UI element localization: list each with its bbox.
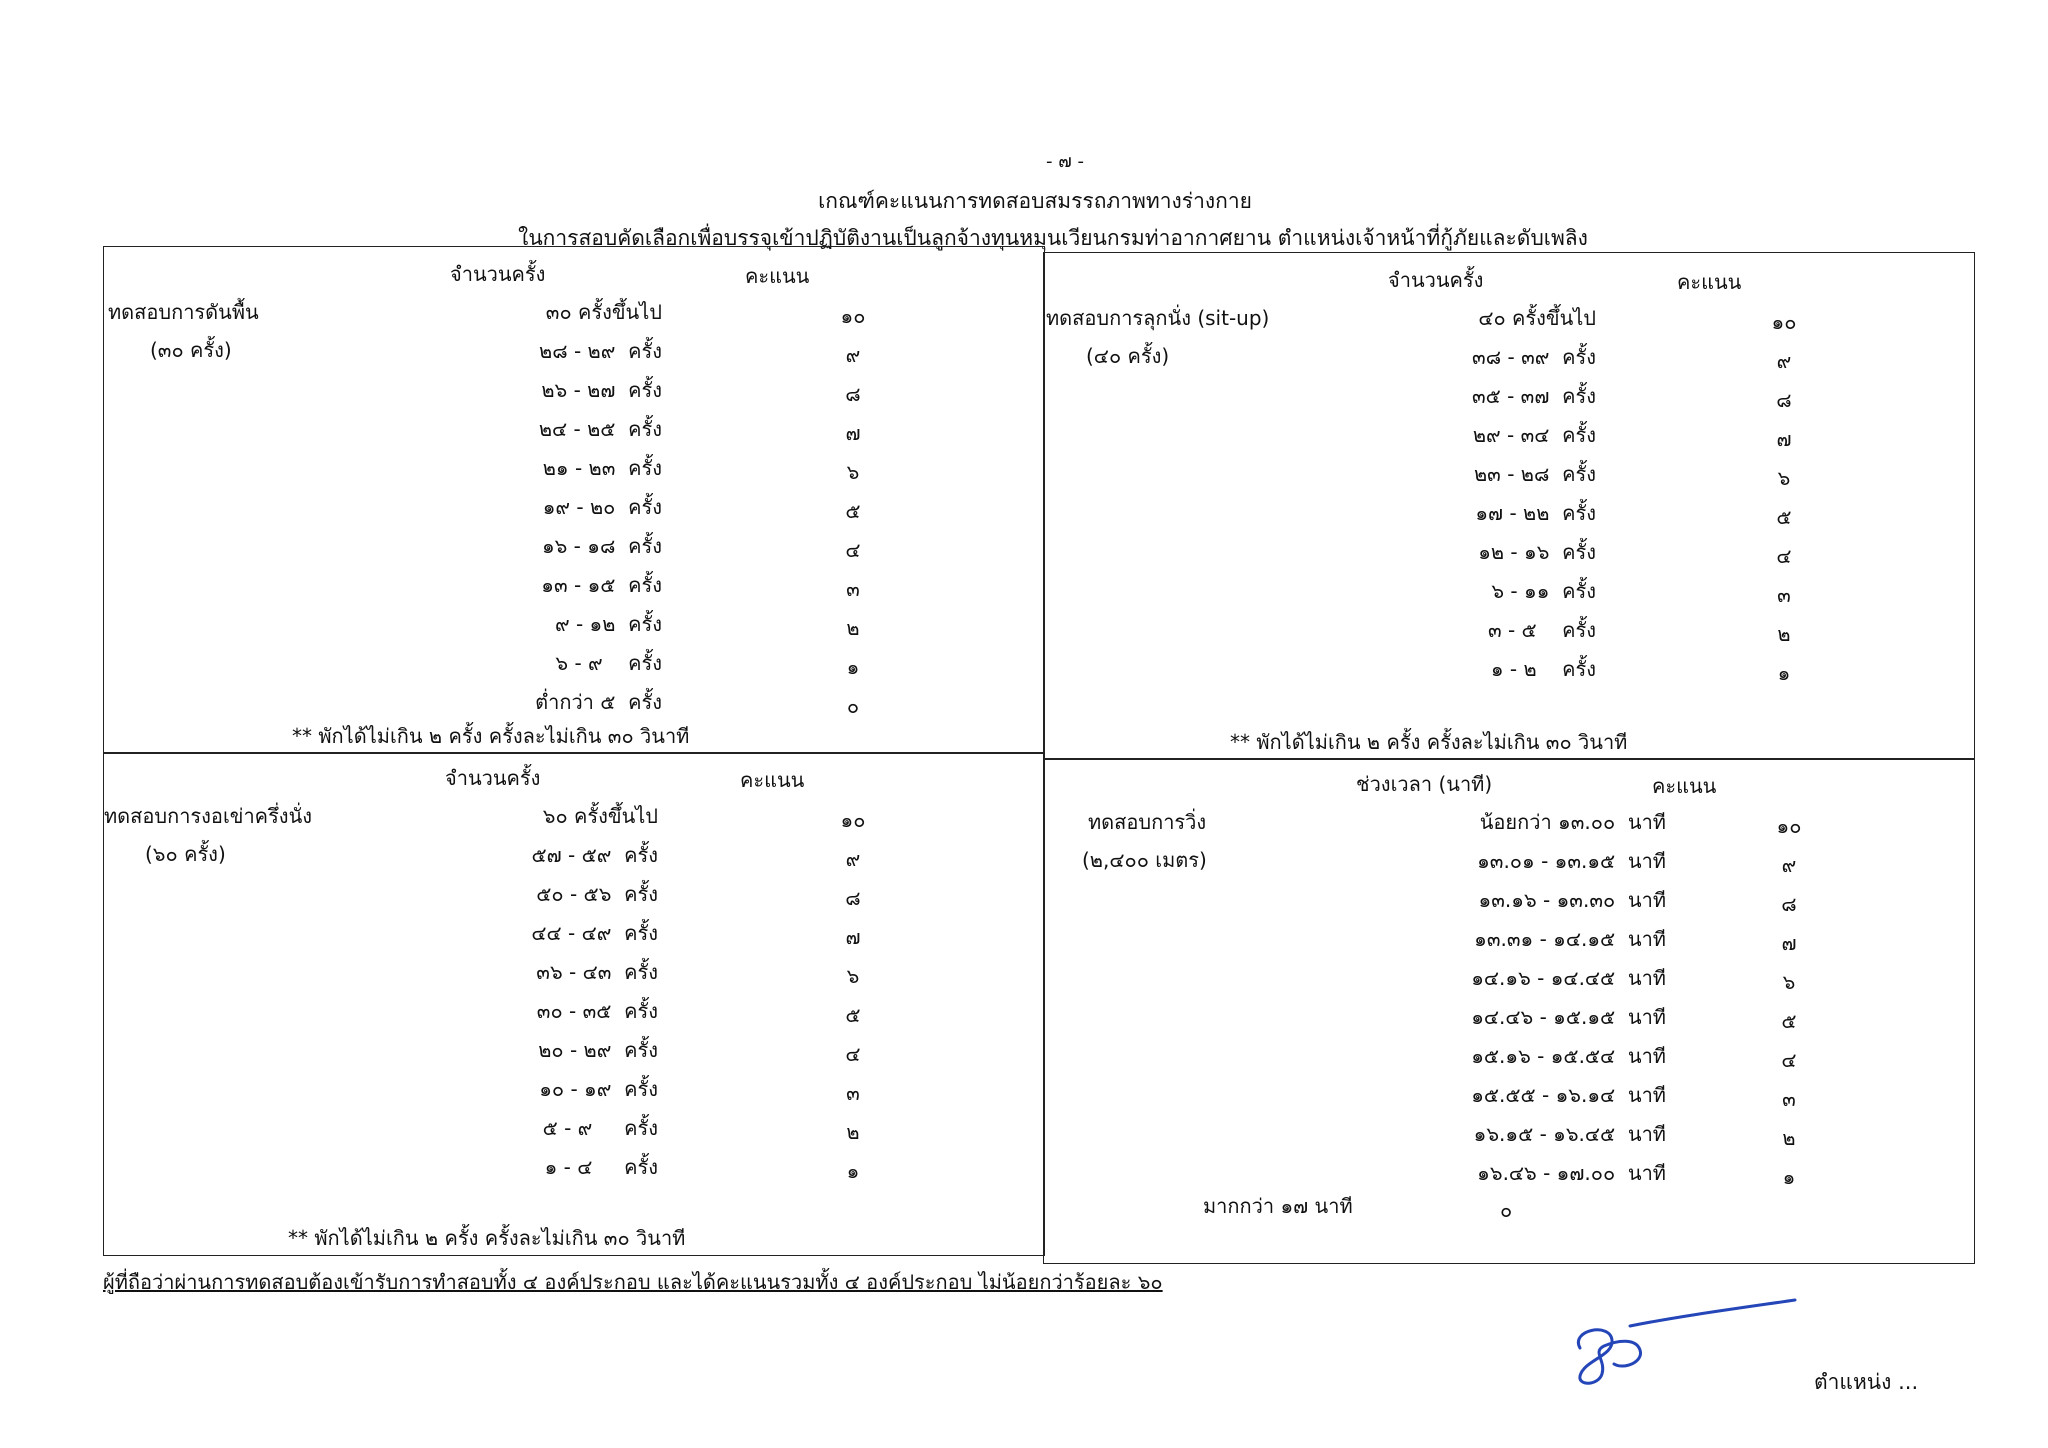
situp-row-score: ๑๐ bbox=[1771, 310, 1797, 334]
pushup-row-score: ๘ bbox=[845, 382, 861, 406]
situp-row-score: ๗ bbox=[1776, 427, 1792, 451]
pushup-row-score: ๙ bbox=[845, 343, 861, 367]
squat-header-count: จำนวนครั้ง bbox=[445, 766, 541, 790]
pushup-row-range: ๒๘ - ๒๙ ครั้ง bbox=[539, 339, 662, 363]
squat-row-range: ๕ - ๙ ครั้ง bbox=[542, 1116, 658, 1140]
run-row-score: ๖ bbox=[1782, 970, 1796, 994]
pushup-test-name: ทดสอบการดันพื้น bbox=[108, 300, 259, 324]
pushup-row-range: ๒๔ - ๒๕ ครั้ง bbox=[538, 417, 662, 441]
run-row-score: ๑ bbox=[1782, 1165, 1796, 1189]
situp-row-score: ๘ bbox=[1776, 388, 1792, 412]
run-row-range: ๑๔.๔๖ - ๑๕.๑๕ นาที bbox=[1471, 1005, 1666, 1029]
pushup-header-count: จำนวนครั้ง bbox=[450, 262, 546, 286]
situp-row-score: ๓ bbox=[1777, 583, 1791, 607]
situp-row-score: ๖ bbox=[1777, 466, 1791, 490]
run-row-score: ๑๐ bbox=[1776, 814, 1802, 838]
squat-row-score: ๖ bbox=[846, 964, 860, 988]
page-number: - ๗ - bbox=[1046, 151, 1084, 172]
squat-row-score: ๔ bbox=[845, 1042, 861, 1066]
pushup-test-target: (๓๐ ครั้ง) bbox=[150, 338, 232, 362]
run-row-range: น้อยกว่า ๑๓.๐๐ นาที bbox=[1479, 810, 1666, 834]
situp-header-score: คะแนน bbox=[1677, 270, 1742, 294]
run-last-row-range: มากกว่า ๑๗ นาที bbox=[1203, 1194, 1353, 1218]
divider-right bbox=[1043, 758, 1975, 760]
run-test-target: (๒,๔๐๐ เมตร) bbox=[1082, 848, 1207, 872]
squat-row-range: ๕๐ - ๕๖ ครั้ง bbox=[536, 882, 658, 906]
run-row-score: ๓ bbox=[1782, 1087, 1796, 1111]
document-title: เกณฑ์คะแนนการทดสอบสมรรถภาพทางร่างกาย bbox=[818, 189, 1252, 213]
run-row-range: ๑๓.๓๑ - ๑๔.๑๕ นาที bbox=[1474, 927, 1666, 951]
situp-test-target: (๔๐ ครั้ง) bbox=[1086, 344, 1170, 368]
situp-row-range: ๖ - ๑๑ ครั้ง bbox=[1491, 579, 1596, 603]
run-row-score: ๕ bbox=[1781, 1009, 1797, 1033]
situp-row-score: ๕ bbox=[1776, 505, 1792, 529]
pushup-row-score: ๓ bbox=[846, 577, 860, 601]
squat-row-range: ๕๗ - ๕๙ ครั้ง bbox=[531, 843, 658, 867]
situp-row-range: ๒๓ - ๒๘ ครั้ง bbox=[1473, 462, 1596, 486]
situp-rest-note: ** พักได้ไม่เกิน ๒ ครั้ง ครั้งละไม่เกิน ๓๐ วินาที bbox=[1230, 730, 1628, 754]
pushup-header-score: คะแนน bbox=[745, 264, 810, 288]
pushup-row-range: ๓๐ ครั้งขึ้นไป bbox=[545, 300, 662, 324]
squat-header-score: คะแนน bbox=[740, 768, 805, 792]
position-line: ตำแหน่ง ... bbox=[1814, 1370, 1919, 1394]
pushup-rest-note: ** พักได้ไม่เกิน ๒ ครั้ง ครั้งละไม่เกิน ๓๐ วินาที bbox=[292, 724, 690, 748]
pushup-row-score: ๕ bbox=[845, 499, 861, 523]
pushup-row-score: ๐ bbox=[846, 694, 860, 718]
pushup-row-score: ๖ bbox=[846, 460, 860, 484]
squat-rest-note: ** พักได้ไม่เกิน ๒ ครั้ง ครั้งละไม่เกิน ๓๐ วินาที bbox=[288, 1226, 686, 1250]
situp-row-range: ๒๙ - ๓๔ ครั้ง bbox=[1472, 423, 1596, 447]
squat-row-score: ๗ bbox=[845, 925, 861, 949]
run-row-score: ๒ bbox=[1782, 1126, 1796, 1150]
squat-row-range: ๓๖ - ๔๓ ครั้ง bbox=[536, 960, 658, 984]
run-row-range: ๑๓.๐๑ - ๑๓.๑๕ นาที bbox=[1477, 849, 1666, 873]
squat-row-score: ๑ bbox=[846, 1159, 860, 1183]
run-row-range: ๑๕.๕๕ - ๑๖.๑๔ นาที bbox=[1471, 1083, 1666, 1107]
situp-test-name: ทดสอบการลุกนั่ง (sit-up) bbox=[1046, 306, 1270, 330]
run-row-range: ๑๓.๑๖ - ๑๓.๓๐ นาที bbox=[1478, 888, 1666, 912]
situp-row-range: ๑๗ - ๒๒ ครั้ง bbox=[1475, 501, 1596, 525]
document-subtitle: ในการสอบคัดเลือกเพื่อบรรจุเข้าปฏิบัติงานเป็นลูกจ้างทุนหมุนเวียนกรมท่าอากาศยาน ตำแหน่งเจ้าหน้าที่กู้ภัยและดับเพลิง bbox=[518, 226, 1588, 250]
pass-criteria-note: ผู้ที่ถือว่าผ่านการทดสอบต้องเข้ารับการทำสอบทั้ง ๔ องค์ประกอบ และได้คะแนนรวมทั้ง ๔ องค์ประกอบ ไม่น้อยกว่าร้อยละ ๖๐ bbox=[103, 1270, 1163, 1294]
situp-row-score: ๙ bbox=[1776, 349, 1792, 373]
situp-header-count: จำนวนครั้ง bbox=[1388, 268, 1484, 292]
squat-row-range: ๖๐ ครั้งขึ้นไป bbox=[542, 804, 658, 828]
situp-row-range: ๑ - ๒ ครั้ง bbox=[1490, 657, 1596, 681]
run-header-time: ช่วงเวลา (นาที) bbox=[1356, 772, 1493, 796]
run-row-range: ๑๖.๔๖ - ๑๗.๐๐ นาที bbox=[1477, 1161, 1666, 1185]
situp-row-range: ๓๕ - ๓๗ ครั้ง bbox=[1471, 384, 1596, 408]
situp-row-score: ๑ bbox=[1777, 661, 1791, 685]
run-row-score: ๙ bbox=[1781, 853, 1797, 877]
situp-row-range: ๔๐ ครั้งขึ้นไป bbox=[1478, 306, 1596, 330]
situp-row-score: ๔ bbox=[1776, 544, 1792, 568]
divider-left bbox=[103, 752, 1045, 754]
run-test-name: ทดสอบการวิ่ง bbox=[1088, 810, 1207, 834]
pushup-row-score: ๒ bbox=[846, 616, 860, 640]
pushup-row-range: ๒๑ - ๒๓ ครั้ง bbox=[542, 456, 662, 480]
squat-row-range: ๓๐ - ๓๕ ครั้ง bbox=[536, 999, 658, 1023]
pushup-row-range: ๑๙ - ๒๐ ครั้ง bbox=[542, 495, 662, 519]
run-row-score: ๗ bbox=[1781, 931, 1797, 955]
squat-test-target: (๖๐ ครั้ง) bbox=[145, 842, 226, 866]
squat-row-score: ๕ bbox=[845, 1003, 861, 1027]
squat-row-range: ๒๐ - ๒๙ ครั้ง bbox=[538, 1038, 658, 1062]
pushup-row-score: ๑๐ bbox=[840, 304, 866, 328]
pushup-row-range: ๖ - ๙ ครั้ง bbox=[555, 651, 662, 675]
run-row-score: ๔ bbox=[1781, 1048, 1797, 1072]
squat-row-score: ๑๐ bbox=[840, 808, 866, 832]
handwritten-signature-icon bbox=[1540, 1290, 1800, 1390]
run-last-row-score: ๐ bbox=[1500, 1198, 1513, 1222]
pushup-row-score: ๑ bbox=[846, 655, 860, 679]
run-header-score: คะแนน bbox=[1652, 774, 1717, 798]
situp-row-range: ๑๒ - ๑๖ ครั้ง bbox=[1478, 540, 1596, 564]
pushup-row-range: ๒๖ - ๒๗ ครั้ง bbox=[541, 378, 662, 402]
squat-test-name: ทดสอบการงอเข่าครึ่งนั่ง bbox=[104, 804, 313, 828]
situp-row-score: ๒ bbox=[1777, 622, 1791, 646]
run-row-range: ๑๔.๑๖ - ๑๔.๔๕ นาที bbox=[1471, 966, 1666, 990]
situp-row-range: ๓ - ๕ ครั้ง bbox=[1487, 618, 1596, 642]
pushup-row-range: ต่ำกว่า ๕ ครั้ง bbox=[535, 690, 662, 714]
squat-row-range: ๑๐ - ๑๙ ครั้ง bbox=[539, 1077, 658, 1101]
squat-row-range: ๑ - ๔ ครั้ง bbox=[544, 1155, 658, 1179]
squat-row-range: ๔๔ - ๔๙ ครั้ง bbox=[531, 921, 658, 945]
run-row-score: ๘ bbox=[1781, 892, 1797, 916]
squat-row-score: ๓ bbox=[846, 1081, 860, 1105]
pushup-row-range: ๙ - ๑๒ ครั้ง bbox=[554, 612, 662, 636]
pushup-row-score: ๔ bbox=[845, 538, 861, 562]
run-row-range: ๑๖.๑๕ - ๑๖.๔๕ นาที bbox=[1473, 1122, 1666, 1146]
pushup-row-score: ๗ bbox=[845, 421, 861, 445]
pushup-row-range: ๑๖ - ๑๘ ครั้ง bbox=[541, 534, 662, 558]
pushup-row-range: ๑๓ - ๑๕ ครั้ง bbox=[541, 573, 662, 597]
squat-row-score: ๒ bbox=[846, 1120, 860, 1144]
squat-row-score: ๙ bbox=[845, 847, 861, 871]
situp-row-range: ๓๘ - ๓๙ ครั้ง bbox=[1472, 345, 1596, 369]
run-row-range: ๑๕.๑๖ - ๑๕.๕๔ นาที bbox=[1471, 1044, 1666, 1068]
squat-row-score: ๘ bbox=[845, 886, 861, 910]
